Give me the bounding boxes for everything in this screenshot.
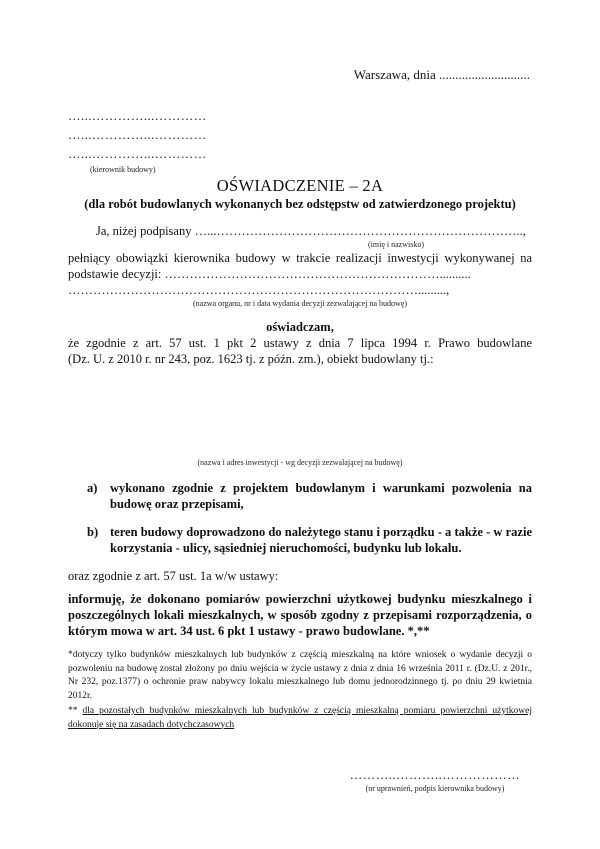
legal-basis-line-1: że zgodnie z art. 57 ust. 1 pkt 2 ustawy z dnia 7 lipca 1994 r. Prawo budowlane	[68, 336, 532, 350]
legal-basis-paragraph	[68, 335, 532, 367]
list-marker-a: a)	[87, 481, 98, 495]
additional-statute-line: oraz zgodnie z art. 57 ust. 1a w/w ustawy:	[68, 569, 279, 583]
signature-caption: (nr uprawnień, podpis kierownika budowy)	[365, 784, 505, 793]
basis-paragraph	[68, 250, 532, 309]
declarant-name-fill-line: Ja, niżej podpisany …...………………………………………………………………..,	[96, 224, 526, 238]
list-item-b	[68, 524, 532, 556]
addressee-caption: (kierownik budowy)	[90, 165, 156, 174]
footnote-two-text: dla pozostałych budynków mieszkalnych lub budynków z częścią mieszkalną pomiaru powierzchni użytkowej dokonuje się na zasadach dotychczasowych	[68, 706, 532, 730]
addressee-fill-line-3: …...…………...…………	[68, 147, 207, 161]
name-caption: (imię i nazwisko)	[368, 240, 424, 249]
decision-fill-line-2: ………………………………………………………………………….........,	[68, 283, 450, 297]
basis-line-1: pełniący obowiązki kierownika budowy w trakcie realizacji inwestycji wykonywanej na	[68, 251, 532, 265]
declaration-heading: oświadczam,	[266, 320, 334, 334]
document-title: OŚWIADCZENIE – 2A	[216, 176, 384, 195]
signature-block	[320, 768, 550, 794]
date-line: Warszawa, dnia ............................	[353, 67, 530, 82]
footnote-one: *dotyczy tylko budynków mieszkalnych lub budynków z częścią mieszkalną na które wniosek o wydanie decyzji o pozwoleniu na budowę został złożony po dniu wejścia w życie ustawy z dnia z dnia 16 września 2011 r. (Dz.U. z 201r., Nr 232, poz.1377) o ochronie praw nabywcy lokalu mieszkalnego lub domu jednorodzinnego tj. po dniu 29 kwietnia 2012r.	[68, 650, 532, 701]
addressee-fill-line-2: …...…………...…………	[68, 128, 207, 142]
document-subtitle: (dla robót budowlanych wykonanych bez odstępstw od zatwierdzonego projektu)	[84, 197, 516, 211]
list-text-b: teren budowy doprowadzono do należytego stanu i porządku - a także - w razie korzystania - ulicy, sąsiedniej nieruchomości, budynku lub lokalu.	[110, 525, 532, 555]
investment-write-in-space	[68, 367, 532, 457]
declaration-list	[68, 480, 532, 556]
authority-caption: (nazwa organu, nr i data wydania decyzji zezwalającej na budowę)	[193, 299, 407, 308]
footnote-two	[68, 705, 532, 732]
investment-caption: (nazwa i adres inwestycji - wg decyzji zezwalającej na budowę)	[197, 458, 403, 467]
addressee-block	[68, 107, 532, 175]
addressee-fill-line-1: …...…………...…………	[68, 109, 207, 123]
inform-paragraph: informuję, że dokonano pomiarów powierzchni użytkowej budynku mieszkalnego i poszczególnych lokali mieszkalnych, w sposób zgodny z przepisami rozporządzenia, o którym mowa w art. 34 ust. 6 pkt 1 ustawy - prawo budowlane. *,**	[68, 592, 532, 638]
legal-basis-line-2: (Dz. U. z 2010 r. nr 243, poz. 1623 tj. z późn. zm.), obiekt budowlany tj.:	[68, 352, 434, 366]
list-text-a: wykonano zgodnie z projektem budowlanym i warunkami pozwolenia na budowę oraz przepisami,	[110, 481, 532, 511]
list-marker-b: b)	[87, 525, 99, 539]
decision-fill-line: podstawie decyzji: …………………………………………………………..........	[68, 267, 471, 281]
footnote-two-marker: **	[68, 706, 83, 716]
list-item-a	[68, 480, 532, 512]
footnotes	[68, 649, 532, 732]
signature-fill-line: ………..………..………………	[349, 768, 521, 782]
